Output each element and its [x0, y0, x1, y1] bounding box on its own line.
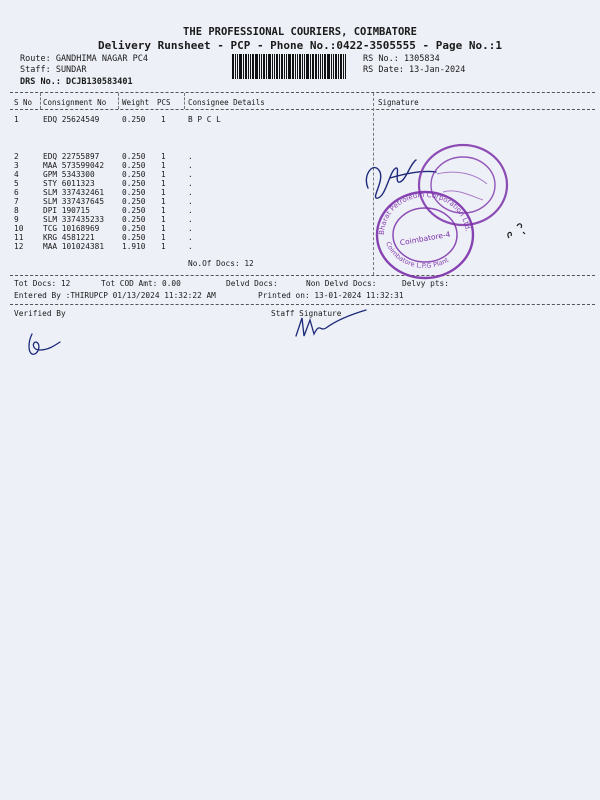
cell-consignee: .: [188, 206, 193, 215]
cell-consignment: SLM 337437645: [43, 197, 105, 206]
cell-weight: 0.250: [122, 197, 146, 206]
cell-pcs: 1: [161, 206, 166, 215]
rs-date: RS Date: 13-Jan-2024: [363, 65, 466, 75]
staff-signature-label: Staff Signature: [271, 309, 342, 318]
rs-number: RS No.: 1305834: [363, 54, 440, 64]
cell-consignee: .: [188, 197, 193, 206]
cell-consignment: SLM 337435233: [43, 215, 105, 224]
cell-consignee: .: [188, 152, 193, 161]
printed-on: Printed on: 13-01-2024 11:32:31: [258, 291, 404, 300]
cell-consignment: SLM 337432461: [43, 188, 105, 197]
total-cod: Tot COD Amt: 0.00: [101, 279, 181, 288]
cell-consignment: EDQ 25624549: [43, 115, 100, 124]
cell-consignee: .: [188, 242, 193, 251]
entered-by: Entered By :THIRUPCP 01/13/2024 11:32:22 AM: [14, 291, 216, 300]
cell-pcs: 1: [161, 179, 166, 188]
stamp-top-text: Bharat Petroleum Corporation Ltd.: [377, 190, 472, 236]
table-row: [0, 242, 600, 252]
bpcl-stamp: [370, 185, 480, 280]
company-title: THE PROFESSIONAL COURIERS, COIMBATORE: [183, 26, 417, 38]
cell-consignment: STY 6011323: [43, 179, 95, 188]
cell-sno: 4: [14, 170, 19, 179]
cell-weight: 0.250: [122, 152, 146, 161]
cell-sno: 3: [14, 161, 19, 170]
no-of-docs: No.Of Docs: 12: [188, 259, 254, 268]
delivery-points: Delvy pts:: [402, 279, 449, 288]
cell-consignee: .: [188, 215, 193, 224]
cell-pcs: 1: [161, 233, 166, 242]
cell-weight: 1.910: [122, 242, 146, 251]
col-divider: [184, 93, 185, 109]
cell-weight: 0.250: [122, 161, 146, 170]
cell-sno: 10: [14, 224, 24, 233]
cell-sno: 1: [14, 115, 19, 124]
cell-pcs: 1: [161, 170, 166, 179]
barcode: [232, 54, 356, 79]
cell-pcs: 1: [161, 115, 166, 124]
cell-consignment: MAA 101024381: [43, 242, 105, 251]
cell-pcs: 1: [161, 152, 166, 161]
verified-by-label: Verified By: [14, 309, 66, 318]
cell-consignee: B P C L: [188, 115, 221, 124]
col-divider: [40, 93, 41, 109]
col-header-weight: Weight: [122, 98, 150, 107]
cell-sno: 2: [14, 152, 19, 161]
cell-consignment: KRG 4581221: [43, 233, 95, 242]
cell-pcs: 1: [161, 242, 166, 251]
cell-weight: 0.250: [122, 179, 146, 188]
staff-label: Staff: SUNDAR: [20, 65, 87, 75]
cell-consignee: .: [188, 233, 193, 242]
col-header-signature: Signature: [378, 98, 419, 107]
cell-weight: 0.250: [122, 206, 146, 215]
cell-sno: 12: [14, 242, 24, 251]
svg-text:Coimbatore L.P.G Plant: [384, 241, 450, 270]
col-header-pcs: PCS: [157, 98, 171, 107]
staff-signature: [290, 308, 370, 342]
verifier-signature: [24, 330, 64, 360]
stamp-mid-text: Coimbatore-4: [399, 229, 452, 248]
cell-consignment: EDQ 22755897: [43, 152, 100, 161]
route-label: Route: GANDHIMA NAGAR PC4: [20, 54, 148, 64]
cell-consignment: MAA 573599042: [43, 161, 105, 170]
cell-weight: 0.250: [122, 215, 146, 224]
cell-weight: 0.250: [122, 188, 146, 197]
cell-consignment: DPI 190715: [43, 206, 90, 215]
cell-consignee: .: [188, 170, 193, 179]
col-divider: [118, 93, 119, 109]
cell-pcs: 1: [161, 188, 166, 197]
table-row: [0, 115, 600, 125]
cell-weight: 0.250: [122, 115, 146, 124]
cell-pcs: 1: [161, 161, 166, 170]
cell-pcs: 1: [161, 224, 166, 233]
table-top-rule: [10, 92, 595, 93]
cell-consignment: GPM 5343300: [43, 170, 95, 179]
col-header-sno: S No: [14, 98, 33, 107]
cell-sno: 6: [14, 188, 19, 197]
cell-weight: 0.250: [122, 170, 146, 179]
col-header-consignee: Consignee Details: [188, 98, 265, 107]
cell-sno: 7: [14, 197, 19, 206]
table-header-rule: [10, 109, 595, 110]
stamp-bottom-text: Coimbatore L.P.G Plant: [384, 240, 451, 270]
cell-consignee: .: [188, 188, 193, 197]
col-header-consignment: Consignment No: [43, 98, 107, 107]
runsheet-subtitle: Delivery Runsheet - PCP - Phone No.:0422-3505555 - Page No.:1: [98, 39, 502, 52]
table-bottom-rule: [10, 275, 595, 276]
cell-weight: 0.250: [122, 233, 146, 242]
handwritten-mark: [503, 218, 529, 242]
cell-sno: 9: [14, 215, 19, 224]
delivered-docs: Delvd Docs:: [226, 279, 278, 288]
cell-sno: 8: [14, 206, 19, 215]
cell-consignee: .: [188, 161, 193, 170]
drs-number: DRS No.: DCJB130583401: [20, 77, 133, 87]
cell-pcs: 1: [161, 215, 166, 224]
svg-text:Bharat Petroleum Corporation L: [378, 191, 472, 235]
cell-consignee: .: [188, 224, 193, 233]
footer-rule: [10, 304, 595, 305]
cell-weight: 0.250: [122, 224, 146, 233]
cell-consignee: .: [188, 179, 193, 188]
total-docs: Tot Docs: 12: [14, 279, 71, 288]
non-delivered-docs: Non Delvd Docs:: [306, 279, 377, 288]
cell-sno: 11: [14, 233, 24, 242]
cell-sno: 5: [14, 179, 19, 188]
cell-consignment: TCG 10168969: [43, 224, 100, 233]
cell-pcs: 1: [161, 197, 166, 206]
